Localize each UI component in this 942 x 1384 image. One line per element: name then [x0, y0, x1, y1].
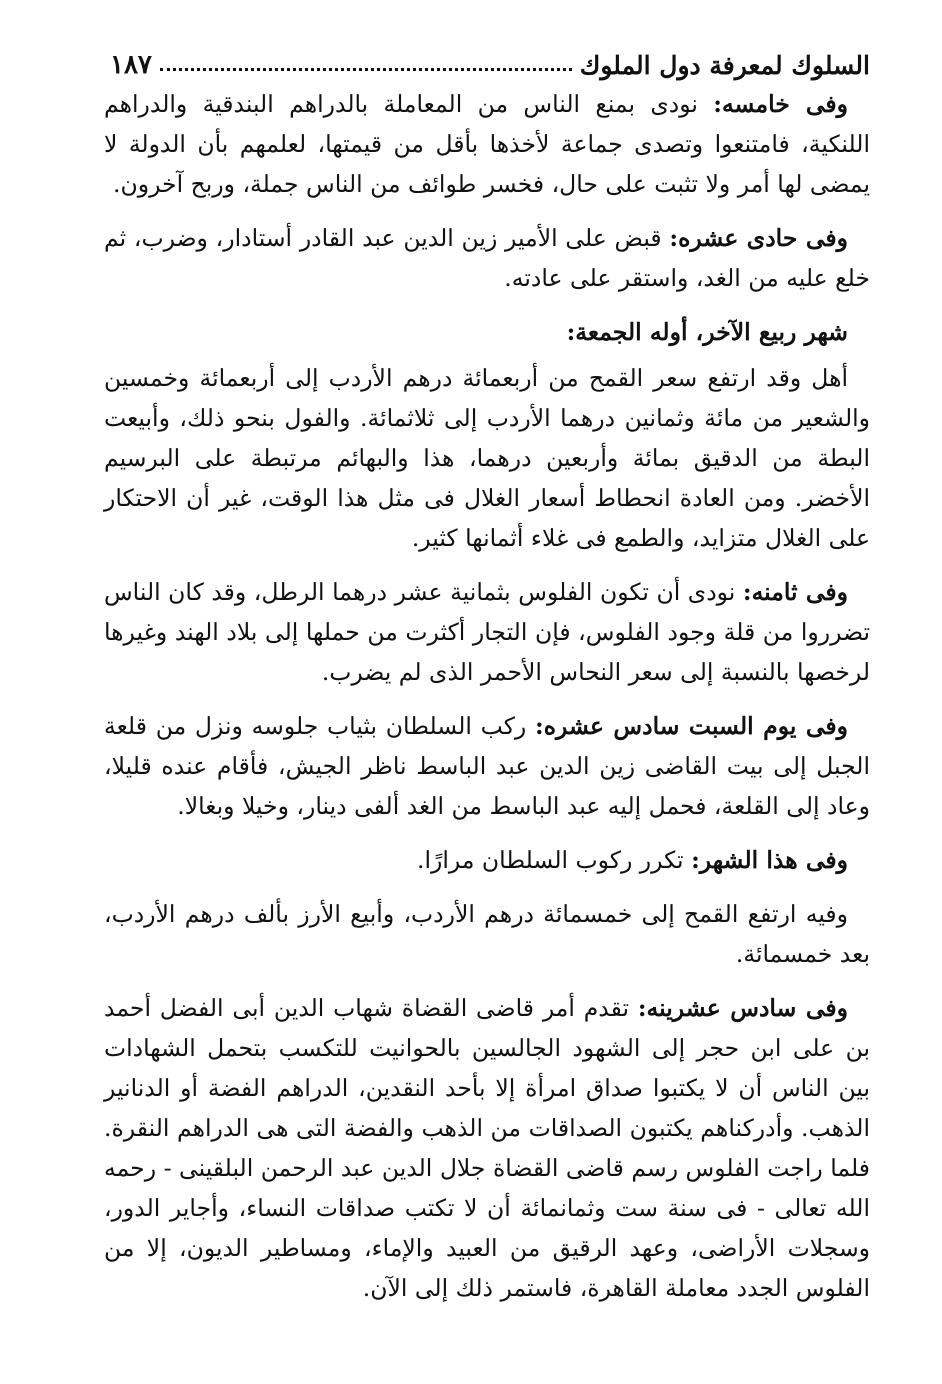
paragraph: [104, 840, 870, 880]
paragraph-text: وفيه ارتفع القمح إلى خمسمائة درهم الأردب، وأبيع الأرز بألف درهم الأردب، بعد خمسمائة.: [104, 900, 870, 968]
paragraph: [104, 572, 870, 692]
paragraph-lead: وفى حادى عشره:: [669, 224, 848, 252]
paragraph-text: تقدم أمر قاضى القضاة شهاب الدين أبى الفضل أحمد بن على ابن حجر إلى الشهود الجالسين بالحوانيت للتكسب بتحمل الشهادات بين الناس أن لا يكتبوا صداق امرأة إلا بأحد النقدين، الدراهم الفضة أو الدنانير الذهب. وأدركناهم يكتبون الصداقات من الذهب والفضة التى هى الدراهم النقرة. فلما راجت الفلوس رسم قاضى القضاة جلال الدين عبد الرحمن البلقينى - رحمه الله تعالى - فى سنة ست وثمانمائة أن لا تكتب صداقات النساء، وأجاير الدور، وسجلات الأراضى، وعهد الرقيق من العبيد والإماء، ومساطير الديون، إلا من الفلوس الجدد معاملة القاهرة، فاستمر ذلك إلى الآن.: [104, 994, 870, 1302]
paragraph-text: أهل وقد ارتفع سعر القمح من أربعمائة درهم الأردب إلى أربعمائة وخمسين والشعير من مائة وثمانين درهما الأردب إلى ثلاثمائة. والفول بنحو ذلك، وأبيعت البطة من الدقيق بمائة وأربعين درهما، هذا والبهائم مرتبطة على البرسيم الأخضر. ومن العادة انحطاط أسعار الغلال فى مثل هذا الوقت، غير أن الاحتكار على الغلال متزايد، والطمع فى غلاء أثمانها كثير.: [104, 364, 870, 552]
paragraph: [104, 988, 870, 1308]
paragraph: [104, 84, 870, 204]
running-title: السلوك لمعرفة دول الملوك: [579, 51, 870, 80]
paragraph-lead: وفى خامسه:: [713, 90, 848, 118]
month-heading: [104, 312, 870, 352]
paragraph-text: ركب السلطان بثياب جلوسه ونزل من قلعة الجبل إلى بيت القاضى زين الدين عبد الباسط ناظر الجيش، فأقام عنده قليلا، وعاد إلى القلعة، فحمل إليه عبد الباسط من الغد ألفى دينار، وخيلا وبغالا.: [104, 712, 870, 820]
page-number: ١٨٧: [110, 50, 152, 80]
paragraph: [104, 894, 870, 974]
paragraph-lead: وفى يوم السبت سادس عشره:: [535, 712, 848, 740]
paragraph: [104, 706, 870, 826]
dotted-leader: [160, 68, 572, 71]
paragraph-lead: وفى سادس عشرينه:: [637, 994, 848, 1022]
paragraph-text: نودى أن تكون الفلوس بثمانية عشر درهما الرطل، وقد كان الناس تضرروا من قلة وجود الفلوس، فإن التجار أكثرت من حملها إلى بلاد الهند وغيرها لرخصها بالنسبة إلى سعر النحاس الأحمر الذى لم يضرب.: [104, 578, 870, 686]
paragraph-lead: وفى هذا الشهر:: [691, 846, 848, 874]
paragraph: [104, 358, 870, 558]
paragraph-lead: وفى ثامنه:: [742, 578, 848, 606]
month-heading-text: شهر ربيع الآخر، أوله الجمعة:: [566, 318, 848, 346]
paragraph-text: قبض على الأمير زين الدين عبد القادر أستادار، وضرب، ثم خلع عليه من الغد، واستقر على عادته.: [104, 224, 870, 292]
body-text: [104, 84, 870, 1322]
paragraph-text: تكرر ركوب السلطان مرارًا.: [417, 846, 692, 874]
page-header: [110, 36, 870, 80]
paragraph-text: نودى بمنع الناس من المعاملة بالدراهم البندقية والدراهم اللنكية، فامتنعوا وتصدى جماعة لأخذها بأقل من قيمتها، لعلمهم بأن الدولة لا يمضى لها أمر ولا تثبت على حال، فخسر طوائف من الناس جملة، وربح آخرون.: [104, 90, 870, 198]
paragraph: [104, 218, 870, 298]
